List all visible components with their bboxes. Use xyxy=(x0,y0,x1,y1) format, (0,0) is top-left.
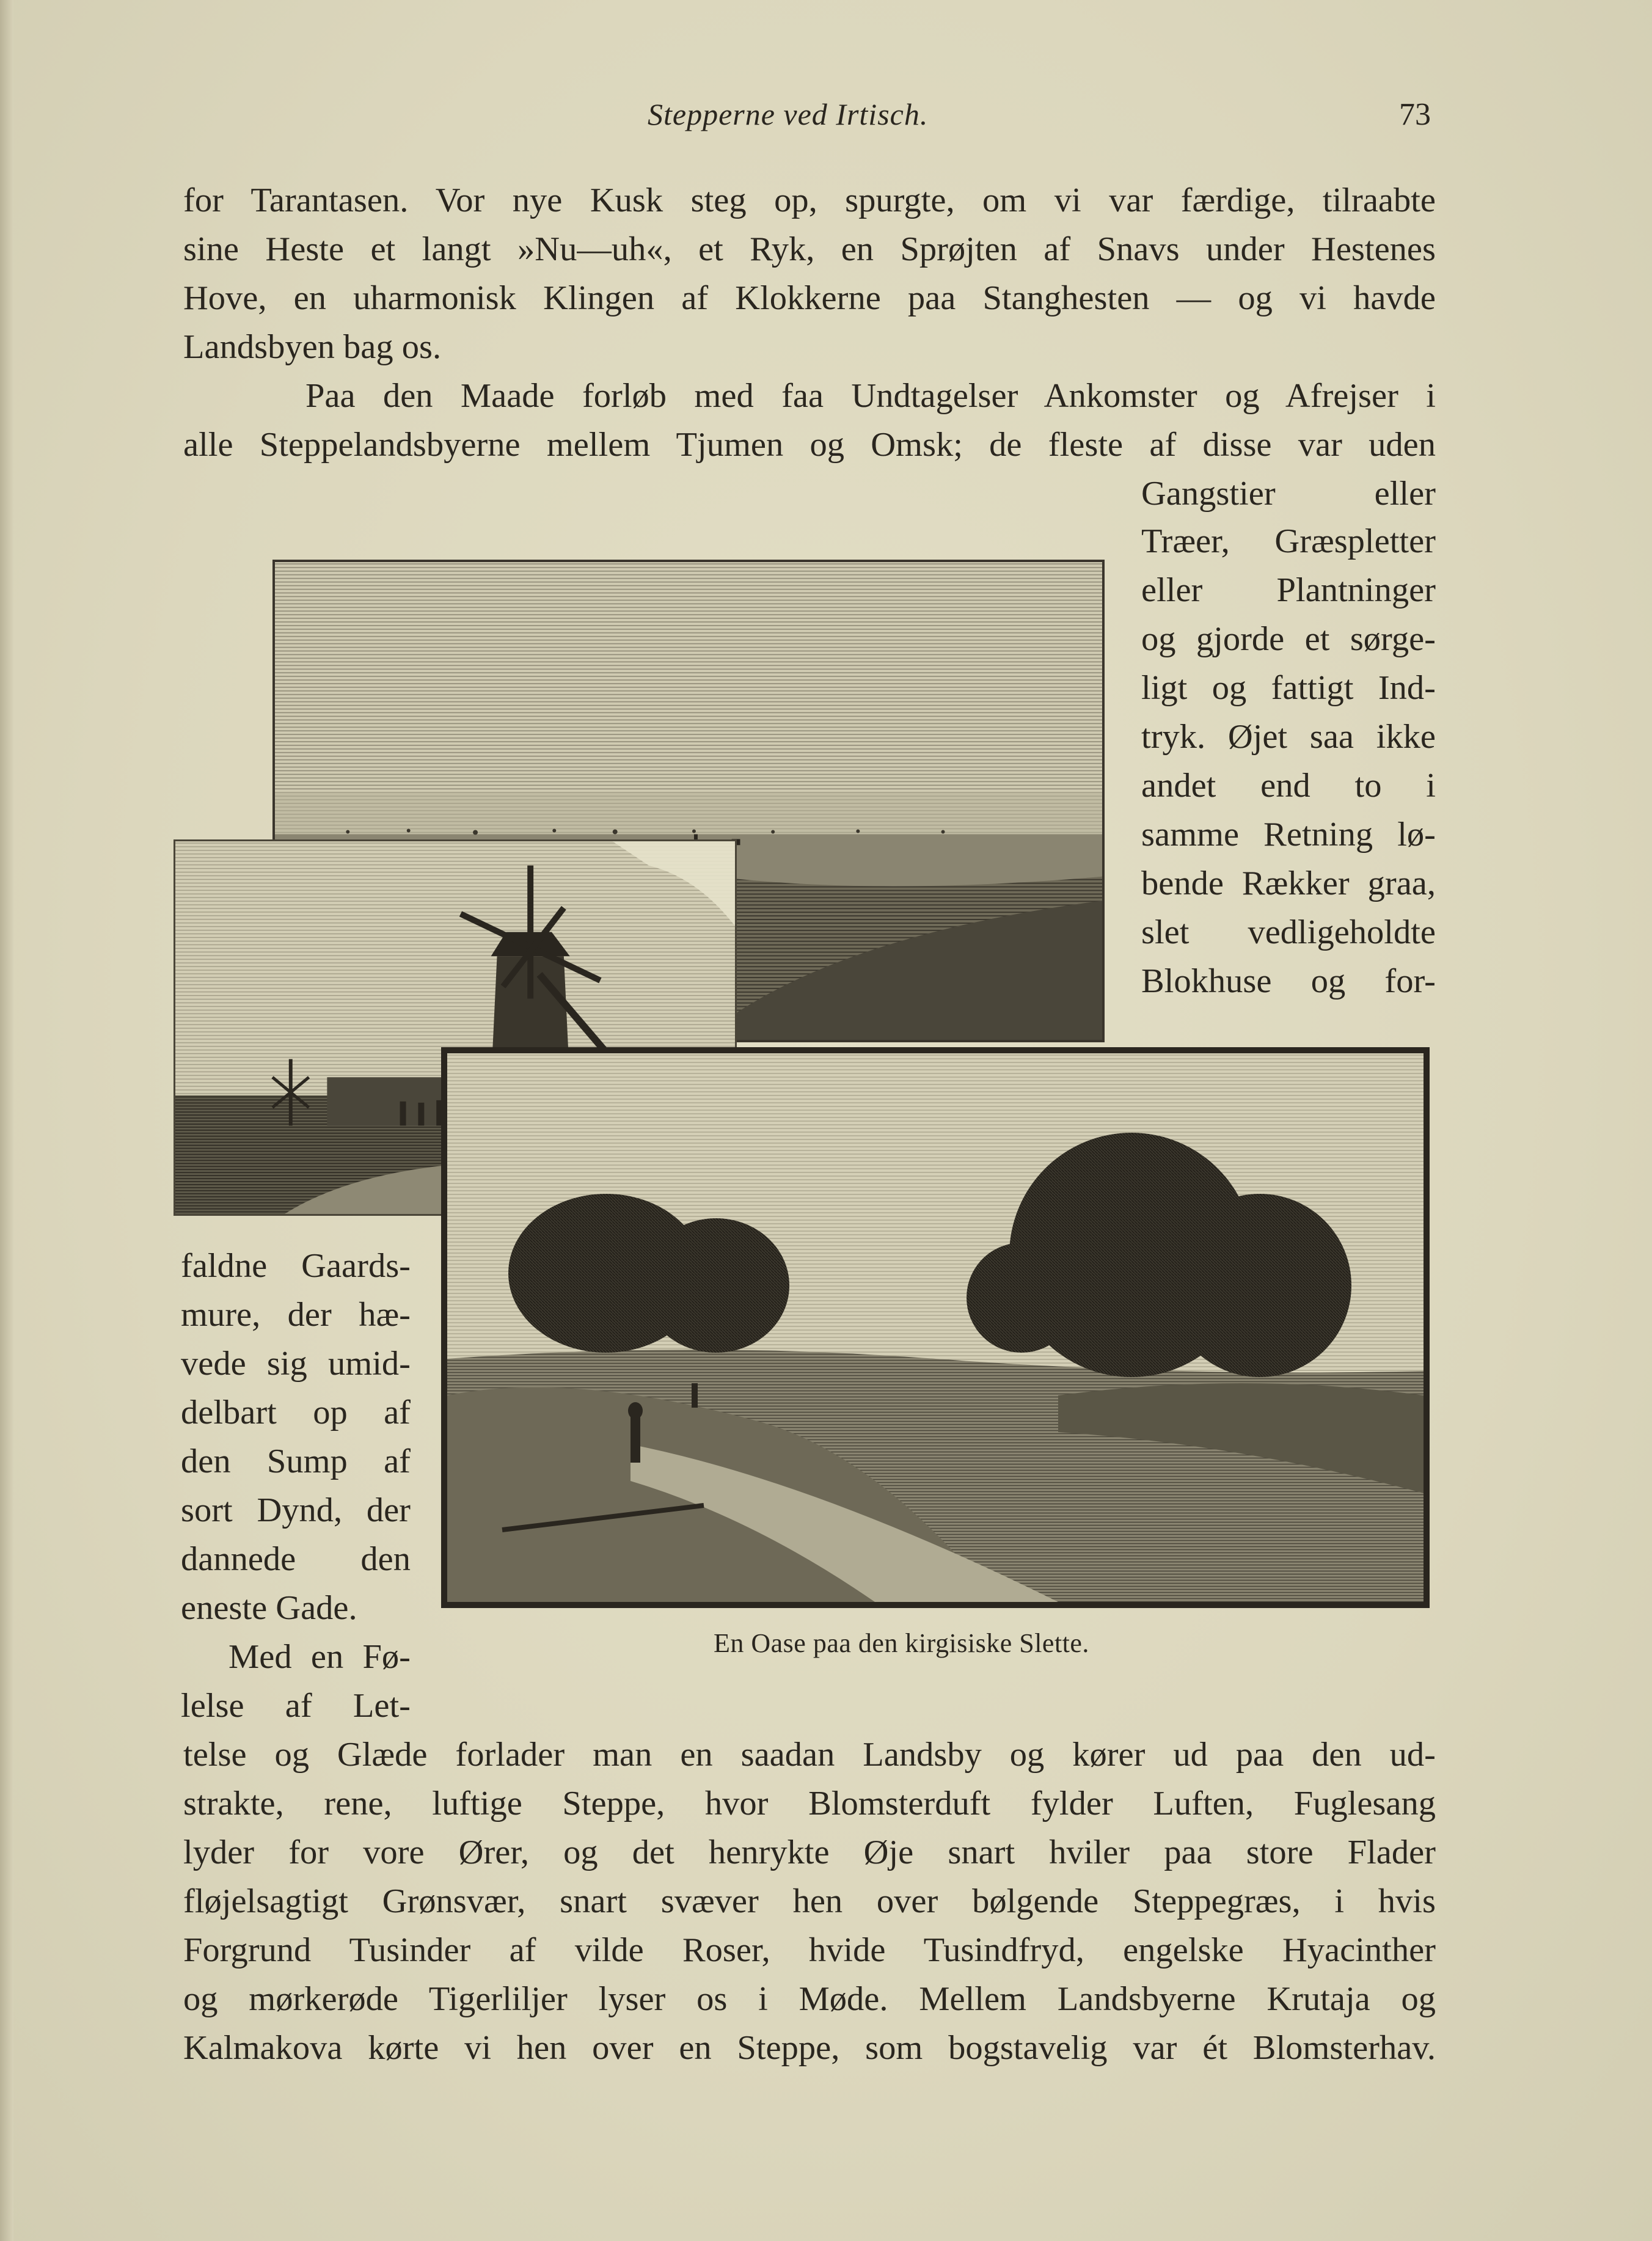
left-column-line-indented: Med en Fø- xyxy=(228,1638,411,1676)
left-column-line: den Sump af xyxy=(181,1442,411,1480)
left-column-line: eneste Gade. xyxy=(181,1589,357,1627)
oasis-engraving-drawing xyxy=(447,1053,1424,1602)
right-column-line: Gangstier eller xyxy=(1141,475,1436,513)
right-column-line: slet vedligeholdte xyxy=(1141,913,1436,951)
text-line: fløjelsagtigt Grønsvær, snart svæver hen over bølgende Steppegræs, i hvis xyxy=(183,1882,1436,1920)
right-column-line: Træer, Græspletter xyxy=(1141,522,1436,560)
text-line-indented: Paa den Maade forløb med faa Undtagelser Ankomster og Afrejser i xyxy=(305,377,1436,415)
text-line: Kalmakova kørte vi hen over en Steppe, som bogstavelig var ét Blomsterhav. xyxy=(183,2029,1436,2067)
page-gutter-edge xyxy=(0,0,13,2241)
left-column-line: mure, der hæ- xyxy=(181,1296,411,1334)
text-line: lyder for vore Ører, og det henrykte Øje snart hviler paa store Flader xyxy=(183,1833,1436,1871)
right-column-line: andet end to i xyxy=(1141,767,1436,805)
right-column-line: samme Retning lø- xyxy=(1141,816,1436,854)
right-column-line: eller Plantninger xyxy=(1141,571,1436,609)
right-column-line: ligt og fattigt Ind- xyxy=(1141,669,1436,707)
text-line: Forgrund Tusinder af vilde Roser, hvide Tusindfryd, engelske Hyacinther xyxy=(183,1931,1436,1969)
left-column-line: vede sig umid- xyxy=(181,1345,411,1383)
text-line: telse og Glæde forlader man en saadan Landsby og kører ud paa den ud- xyxy=(183,1736,1436,1774)
text-line: Landsbyen bag os. xyxy=(183,328,442,366)
right-column-line: og gjorde et sørge- xyxy=(1141,620,1436,658)
right-column-line: tryk. Øjet saa ikke xyxy=(1141,718,1436,756)
figure-caption: En Oase paa den kirgisiske Slette. xyxy=(714,1628,1089,1658)
running-head: Stepperne ved Irtisch. xyxy=(648,97,929,131)
oasis-engraving xyxy=(441,1047,1430,1608)
left-column-line: dannede den xyxy=(181,1540,411,1578)
left-column-line: delbart op af xyxy=(181,1394,411,1431)
right-column-line: bende Rækker graa, xyxy=(1141,865,1436,902)
text-line: og mørkerøde Tigerliljer lyser os i Møde. Mellem Landsbyerne Krutaja og xyxy=(183,1980,1436,2018)
left-column-line: faldne Gaards- xyxy=(181,1247,411,1285)
text-line: Hove, en uharmonisk Klingen af Klokkerne paa Stanghesten — og vi havde xyxy=(183,279,1436,317)
right-column-line: Blokhuse og for- xyxy=(1141,962,1436,1000)
page-number: 73 xyxy=(1399,97,1431,132)
text-line: sine Heste et langt »Nu—uh«, et Ryk, en Sprøjten af Snavs under Hestenes xyxy=(183,230,1436,268)
text-line: for Tarantasen. Vor nye Kusk steg op, spurgte, om vi var færdige, tilraabte xyxy=(183,181,1436,219)
left-column-line: lelse af Let- xyxy=(181,1687,411,1725)
left-column-line: sort Dynd, der xyxy=(181,1491,411,1529)
text-line: alle Steppelandsbyerne mellem Tjumen og Omsk; de fleste af disse var uden xyxy=(183,426,1436,464)
text-line: strakte, rene, luftige Steppe, hvor Blomsterduft fylder Luften, Fuglesang xyxy=(183,1785,1436,1822)
